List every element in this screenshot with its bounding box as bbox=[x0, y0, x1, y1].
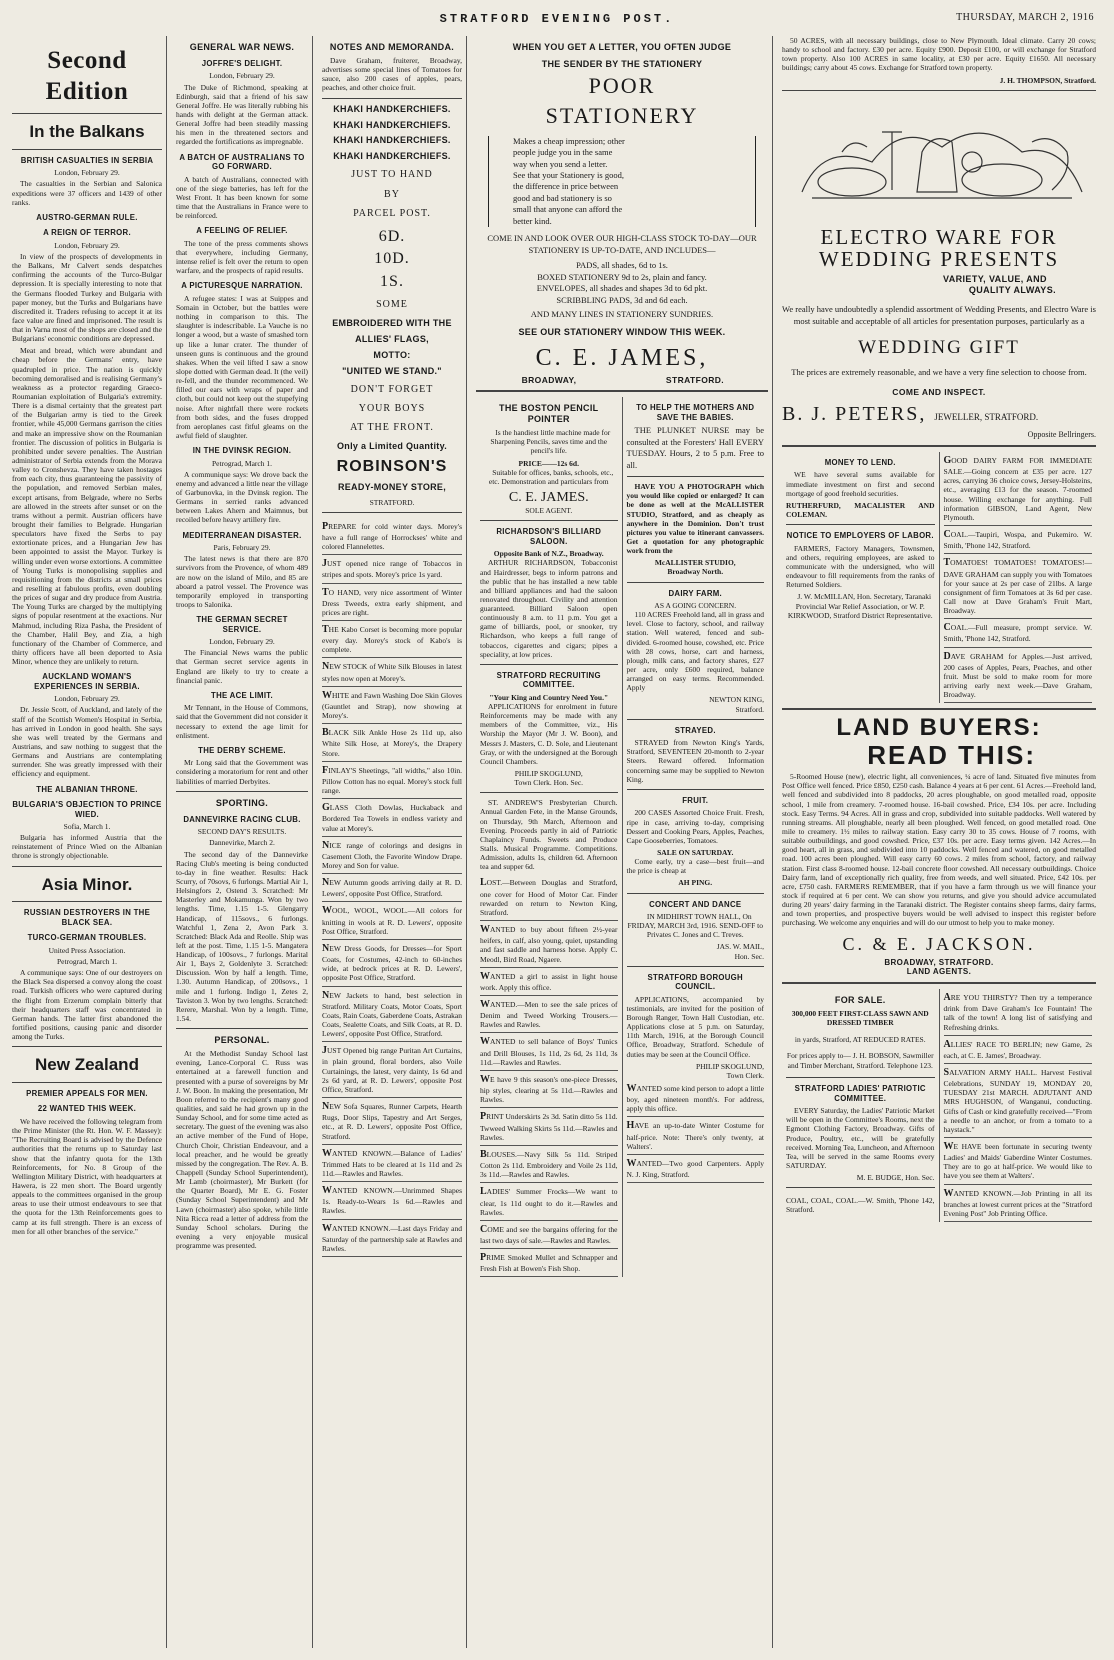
article-heading: THE ACE LIMIT. bbox=[211, 690, 273, 700]
ad-line: YOUR BOYS bbox=[358, 402, 426, 414]
column-1 bbox=[8, 36, 167, 1648]
ad-line: WHEN YOU GET A LETTER, YOU OFTEN JUDGE bbox=[512, 42, 732, 52]
article-heading: DAIRY FARM. bbox=[668, 588, 723, 598]
ad-title: POOR bbox=[588, 72, 656, 98]
article-body: A batch of Australians, connected with one of the siege batteries, has left for the West Front. It has been known for some time that the Australians in France were to be reinforced. bbox=[176, 174, 308, 221]
column-3 bbox=[318, 36, 467, 1648]
ad-body: THE PLUNKET NURSE may be consulted at the Foresters' Hall EVERY TUESDAY. Hours, 2 to 5 p.m. Free to all. bbox=[626, 425, 764, 470]
ad-body: Come early, try a case—best fruit—and the price is cheap at bbox=[626, 857, 764, 876]
signature: NEWTON KING, bbox=[709, 695, 764, 705]
article-heading: FRUIT. bbox=[682, 795, 709, 805]
divider bbox=[627, 893, 765, 894]
left-subcolumn bbox=[782, 989, 940, 1222]
left-subcolumn bbox=[782, 452, 940, 703]
ad-body: Is the handiest little machine made for Sharpening Pencils, saves time and the pencil's life. bbox=[490, 428, 611, 456]
right-subcolumn bbox=[940, 452, 1097, 703]
ad-line: PADS, all shades, 6d to 1s. bbox=[576, 260, 668, 271]
silverware-illustration bbox=[782, 102, 1096, 214]
ad-line: LAND AGENTS. bbox=[906, 967, 972, 977]
ad-line: the difference in price between bbox=[513, 181, 619, 192]
ad-body: Suitable for offices, banks, schools, etc., etc. Demonstration and particulars from bbox=[488, 467, 614, 486]
classified-ad: NEW Autumn goods arriving daily at R. D. Lewers', opposite Post Office, Stratford. bbox=[322, 874, 462, 902]
ad-body: STRAYED from Newton King's Yards, Stratford, SEVENTEEN 20-month to 2-year Steers. Reward offered. Information concerning same may be supplied to Newton King. bbox=[626, 738, 764, 784]
divider bbox=[12, 1082, 162, 1083]
section-heading-balkans: In the Balkans bbox=[29, 122, 145, 141]
signature: Hon. Sec. bbox=[734, 951, 764, 961]
article-body: A communique says: We drove back the enemy and advanced a little near the village of Garbunovka, in the Dvinsk region. The Germans in serried ranks advanced between Lakes Ahern and Maimnus, but recoiled before heavy artillery fire. bbox=[176, 469, 308, 525]
ad-line: COME AND INSPECT. bbox=[892, 387, 986, 398]
ad-line: COME IN AND LOOK OVER OUR HIGH-CLASS STOCK TO-DAY—OUR STATIONERY IS UP-TO-DATE, AND INCLUDES— bbox=[487, 233, 757, 255]
ad-line: BY bbox=[384, 188, 400, 200]
article-body: The Duke of Richmond, speaking at Edinburgh, said that a friend of his saw General Joffre. He was literally rubbing his hands with delight at the German attack. General Joffre had been steadily massing his men in the threatened sectors and regarded the fortifications as impregnable. bbox=[176, 82, 308, 147]
article-subheading: BULGARIA'S OBJECTION TO PRINCE WIED. bbox=[12, 800, 162, 819]
classified-ad: NEW Sofa Squares, Runner Carpets, Hearth Rugs, Door Slips, Tapestry and Art Serges, etc., at R. D. Lewers', opposite Post Office, Stratford. bbox=[322, 1098, 462, 1145]
classified-ad: WANTED a girl to assist in light house work. Apply this office. bbox=[480, 968, 618, 996]
ad-line: BROADWAY, STRATFORD. bbox=[884, 957, 994, 967]
article-heading: THE ALBANIAN THRONE. bbox=[36, 784, 138, 794]
ad-line: SOLE AGENT. bbox=[525, 506, 573, 516]
section-heading-asia-minor: Asia Minor. bbox=[41, 874, 133, 894]
article-heading: STRATFORD LADIES' PATRIOTIC COMMITTEE. bbox=[794, 1084, 926, 1103]
right-subcolumn bbox=[940, 989, 1097, 1222]
classified-ad: NEW Jackets to hand, best selection in Stratford. Military Coats, Motor Coats, Sport Coats, Rain Coats, Gaberdene Coats, Astrakan Coats, Sealette Coats, and Silk Coats, at R. D. Lewers', opposite Post Office, Stratford. bbox=[322, 987, 462, 1043]
article-body: Mr Tennant, in the House of Commons, said that the Government did not consider it necessary to extend the age limit for enlistment. bbox=[176, 703, 308, 740]
ad-body: WE have several sums available for immediate investment on first and second mortgage of good freehold securities. bbox=[786, 470, 935, 498]
dateline: London, February 29. bbox=[54, 694, 120, 704]
article-heading: AUCKLAND WOMAN'S EXPERIENCES IN SERBIA. bbox=[34, 672, 140, 691]
classified-ad: THE Kabo Corset is becoming more popular every day. Morey's stock of Kabo's is complete. bbox=[322, 621, 462, 658]
article-heading: MONEY TO LEND. bbox=[824, 457, 896, 467]
ad-framed-text bbox=[488, 136, 756, 228]
ad-line: good and bad stationery is so bbox=[513, 192, 612, 203]
newspaper-title: STRATFORD EVENING POST. bbox=[439, 12, 675, 26]
divider bbox=[627, 789, 765, 790]
dateline: Dannevirke, March 2. bbox=[209, 838, 275, 848]
dateline: Paris, February 29. bbox=[213, 543, 271, 553]
ad-line: people judge you in the same bbox=[513, 147, 613, 158]
divider bbox=[782, 90, 1096, 91]
ad-body: in yards, Stratford, AT REDUCED RATES. bbox=[794, 1034, 926, 1044]
ad-line: KHAKI HANDKERCHIEFS. bbox=[333, 103, 451, 114]
article-body: A communique says: One of our destroyers on the Black Sea dispersed a convoy along the coast road. Turkish officers who were captured during the flight from Erzerum complain bitterly that their headquarters staff was concentrated in German hands. The latter first abandoned the fortified positions, causing panic and disorder among the Turks. bbox=[12, 968, 162, 1042]
ad-body: HAVE YOU A PHOTOGRAPH which you would like copied or enlarged? It can be done as well at the McALLISTER STUDIO, Stratford, and as cheaply as anywhere in the Dominion. Don't trust pictures you value to itinerant canvassers. Get a quotation for any photographic work from the bbox=[626, 482, 764, 556]
classified-ad: COAL.—Full measure, prompt service. W. Smith, 'Phone 142, Stratford. bbox=[944, 619, 1093, 647]
article-heading: A PICTURESQUE NARRATION. bbox=[181, 281, 303, 291]
article-heading: BRITISH CASUALTIES IN SERBIA bbox=[20, 155, 154, 165]
left-subcolumn bbox=[476, 397, 623, 1277]
classified-ad: BLACK Silk Ankle Hose 2s 11d up, also White Silk Hose, at Morey's, the Drapery Store. bbox=[322, 724, 462, 761]
ad-line: AT THE FRONT. bbox=[350, 421, 434, 433]
masthead bbox=[0, 6, 1114, 30]
ad-address bbox=[476, 375, 768, 385]
classified-ad: WANTED some kind person to adopt a little boy, aged nineteen month's. For address, apply this office. bbox=[627, 1080, 765, 1117]
signature: PHILIP SKOGLUND, bbox=[695, 1061, 764, 1071]
ad-line: AND MANY LINES IN STATIONERY SUNDRIES. bbox=[530, 309, 714, 320]
ad-body: We really have undoubtedly a splendid assortment of Wedding Presents, and Electro Ware is most suitable and acceptable of all articles for presentation purposes, particularly as a bbox=[782, 304, 1096, 326]
ad-body: For prices apply to— J. H. BOBSON, Sawmiller and Timber Merchant, Stratford. Telephone 123. bbox=[786, 1051, 934, 1070]
divider bbox=[480, 792, 618, 793]
divider bbox=[480, 520, 618, 521]
classified-ad: WE HAVE been fortunate in securing twenty Ladies' and Maids' Gaberdine Winter Costumes. They are to go at half-price. We would like to have you see them at Walters'. bbox=[944, 1138, 1093, 1185]
article-body: The second day of the Dannevirke Racing Club's meeting is being conducted to-day in fine weather. Results: Hack Scurry, of 70sovs, 6 furlongs. Martial Air 1, Helsingfors 2, Ostend 3. Scratched: Mr Masterley and Mokamunga. Won by two lengths. Time, 1.15 1-5. Glengarry Handicap, of 115sovs., 6 furlongs. Watchful 1, Zena 2, Avon Park 3. Scratched: Black Ada and Reolle. Ship was left at the post. Time, 1.15 1-5. Mangatera Handicap, of 100sovs., 7 furlongs. Marital Air 1, Bays 2, Goldenlyte 3. Scratched: Discussion. Won by half a length. Time, 1.30. Autumn Handicap, of 200sovs., 1 mile and 1 furlong. Indigo 1, Zetes 2, Taviston 3. Won by two lengths. Scratched: Rerere, Marshal. Won by a length. Time, 1.54. bbox=[176, 849, 308, 1024]
ad-line bbox=[782, 274, 939, 285]
article-heading: A BATCH OF AUSTRALIANS TO GO FORWARD. bbox=[179, 152, 305, 172]
divider bbox=[627, 966, 765, 967]
classified-ad: PRINT Underskirts 2s 3d. Satin ditto 5s 11d. Twweed Walking Skirts 5s 11d.—Rawles and Rawles. bbox=[480, 1108, 618, 1145]
ad-line: SEE OUR STATIONERY WINDOW THIS WEEK. bbox=[518, 326, 726, 337]
divider bbox=[12, 866, 162, 867]
signature: Stratford. bbox=[735, 704, 764, 714]
classified-ad: FINLAY'S Sheetings, "all widths," also 10in. Pillow Cotton has no equal. Morey's stock full range. bbox=[322, 762, 462, 799]
classified-ad: JUST opened nice range of Tobaccos in stripes and spots. Morey's price 1s yard. bbox=[322, 555, 462, 583]
article-subheading: JOFFRE'S DELIGHT. bbox=[201, 58, 283, 68]
ad-line: 300,000 FEET FIRST-CLASS SAWN AND DRESSED TIMBER bbox=[791, 1009, 929, 1028]
classified-ads bbox=[480, 874, 618, 1277]
divider bbox=[12, 113, 162, 114]
article-heading: THE DERBY SCHEME. bbox=[198, 745, 286, 755]
divider bbox=[322, 98, 462, 99]
divider bbox=[786, 1077, 935, 1078]
divider bbox=[12, 901, 162, 902]
signature: J. H. THOMPSON, Stratford. bbox=[999, 75, 1096, 85]
divider bbox=[782, 982, 1096, 984]
article-heading: CONCERT AND DANCE bbox=[649, 899, 742, 909]
section-heading-new-zealand: New Zealand bbox=[35, 1055, 139, 1075]
article-heading: IN THE DVINSK REGION. bbox=[192, 446, 292, 456]
article-heading: MEDITERRANEAN DISASTER. bbox=[182, 530, 302, 540]
ad-line: Broadway North. bbox=[667, 567, 724, 577]
ad-line: Opposite Bellringers. bbox=[1027, 430, 1096, 440]
store-name: AH PING. bbox=[678, 878, 713, 888]
signature: Town Clerk. Hon. Sec. bbox=[514, 778, 584, 788]
article-subheading: A REIGN OF TERROR. bbox=[43, 228, 131, 238]
divider bbox=[627, 719, 765, 720]
classified-ad: WANTED KNOWN.—Last days Friday and Saturday of the partnership sale at Rawles and Rawles. bbox=[322, 1220, 462, 1257]
right-subcolumn bbox=[623, 397, 769, 1277]
signature: PHILIP SKOGLUND, bbox=[514, 769, 583, 779]
article-body: Mr Long said that the Government was considering a moratorium for rent and other liabilities of married Derbyites. bbox=[176, 758, 308, 786]
classified-ads bbox=[322, 518, 462, 1257]
ad-title: READ THIS: bbox=[867, 740, 1036, 771]
two-column-section bbox=[476, 397, 768, 1277]
ad-body: ARTHUR RICHARDSON, Tobacconist and Hairdresser, begs to inform patrons and the public that he has installed a new table and billiard appliances and had the saloon renovated throughout. Civility and attention guaranteed. Billiard Saloon open continuously 8 a.m. to 11 p.m. You get a game of billiards, pool, or snooker, try Richardson, who keeps a full range of tobaccos, cigarettes and cigars; pipes a speciality, at low prices. bbox=[480, 558, 618, 659]
article-subheading: AS A GOING CONCERN. bbox=[654, 601, 737, 610]
classified-ad: JUST Opened big range Puritan Art Curtains, in plain ground, floral borders, also Voile Curtainings, the latest, very dainty, 1s 6d and 2s 6d yard, at R. D. Lewers', opposite Post Office, Stratford. bbox=[322, 1042, 462, 1098]
article-heading: TO HELP THE MOTHERS AND SAVE THE BABIES. bbox=[636, 403, 755, 422]
article-heading: THE GERMAN SECRET SERVICE. bbox=[196, 615, 288, 634]
ad-line: See that your Stationery is good, bbox=[513, 170, 624, 180]
store-name: B. J. PETERS, bbox=[782, 402, 927, 425]
classified-ad: LOST.—Between Douglas and Stratford, one cover for Hood of Motor Car. Finder rewarded on return to Newton King, Stratford. bbox=[480, 874, 618, 921]
article-body: Dr. Jessie Scott, of Auckland, and lately of the staff of the Scottish Women's Hospital in Serbia, has arrived in London in good health. She says she was well treated by the Germans and Austrians, and saw nothing to suggest that the Germans and Austrians are contemplating surrender. She was greatly impressed with their efficiency and equipment. bbox=[12, 705, 162, 779]
ad-line: JEWELLER, STRATFORD. bbox=[934, 411, 1039, 422]
ad-line: EMBROIDERED WITH THE bbox=[332, 317, 452, 328]
divider bbox=[782, 445, 1096, 447]
article-heading: STRATFORD BOROUGH COUNCIL. bbox=[647, 972, 743, 992]
classified-ad: ALLIES' RACE TO BERLIN; new Game, 2s each, at C. E. James', Broadway. bbox=[944, 1036, 1093, 1064]
ad-body: The prices are extremely reasonable, and we have a very fine selection to choose from. bbox=[791, 367, 1087, 378]
ad-line: QUALITY ALWAYS. bbox=[968, 284, 1056, 295]
ad-line: ENVELOPES, all shades and shapes 3d to 6d pkt. bbox=[536, 283, 708, 294]
classified-ad: WANTED KNOWN.—Balance of Ladies' Trimmed Hats to be cleared at 1s 11d and 2s 11d.—Rawles and Rawles. bbox=[322, 1145, 462, 1182]
edition-heading: Second Edition bbox=[45, 47, 129, 105]
dateline: London, February 29. bbox=[54, 240, 120, 250]
classified-ad: BLOUSES.—Navy Silk 5s 11d. Striped Cotton 2s 11d. Embroidery and Voile 2s 11d, 3s 11d.—Rawles and Rawles. bbox=[480, 1146, 618, 1183]
divider bbox=[476, 390, 768, 392]
article-body: We have received the following telegram from the Prime Minister (the Rt. Hon. W. F. Massey): "The Recruiting Board is advised by the Defence authorities that the returns up to Saturday last show that the infantry quota for the 13th Reinforcements, for No. 8 Group of the Wellington Military District, with headquarters at Hawera, is 22 men short. The Board urgently appeals to the committees organised in the group areas to use their utmost endeavours to see that the quota for the 13th Reinforcements goes to camp at its full strength. There is an excess of men for all other branches of the service." bbox=[12, 1116, 162, 1236]
article-heading: STRATFORD RECRUITING COMMITTEE. bbox=[496, 670, 601, 690]
article-body: In view of the prospects of developments in the Balkans, Mr Calvert sends despatches confirming the accounts of the Turco-Bulgar depression. It is specially interesting to note that the Germans flooded Turkey and Bulgaria with paper money, but the Turks and Bulgarians have discredited it. Traders refusing to accept it at its face value are fined and imprisoned. The result is that in Varna most of the shops are closed and the Bulgarians' economic conditions are depressed. bbox=[12, 251, 162, 344]
classified-ad: WANTED to buy about fifteen 2½-year heifers, in calf, also young, quiet, upstanding and fast saddle and harness horse. Apply C. Meodl, Bird Road, Ngaere. bbox=[480, 921, 618, 968]
ad-body: IN MIDHIRST TOWN HALL, On FRIDAY, MARCH 3rd, 1916. SEND-OFF to Privates C. Jones and C. Treves. bbox=[627, 912, 763, 940]
ad-body: FARMERS, Factory Managers, Townsmen, and others, requiring employees, are asked to communicate with the undersigned, who will endeavour to fill requirements from the ranks of Returned Soldiers. bbox=[786, 543, 935, 590]
classified-ad: SALVATION ARMY HALL. Harvest Festival Celebrations, SUNDAY 19, MONDAY 20, TUESDAY 21st MARCH. ADJUTANT AND MRS HUGHSON, of Wanganui, conducting. Gifts of Cash or kind gratefully received—"From a needle to an anchor, or from a tomato to a haystack." bbox=[944, 1064, 1093, 1138]
article-heading: NOTICE TO EMPLOYERS OF LABOR. bbox=[786, 531, 934, 541]
dateline: London, February 29. bbox=[209, 71, 275, 81]
classified-ads bbox=[944, 989, 1093, 1222]
signature: M. E. BUDGE, Hon. Sec. bbox=[856, 1173, 935, 1183]
section-heading-personal: PERSONAL. bbox=[214, 1035, 270, 1046]
ad-title: LAND BUYERS: bbox=[836, 714, 1042, 742]
ad-line: READY-MONEY STORE, bbox=[337, 481, 447, 492]
article-body: A refugee states: I was at Suippes and Somain in October, but the battles were nothing in comparison to this. The slaughter is indescribable. La Vauche is no longer a wood, but a waste of smashed torn up like a lunar crater. The thunder of unseen guns is continuous and the ground shakes. When the veil lifted I saw a snow slope dotted with German dead. It (the veil) re-fell, and the thunder recommenced. We filled our ears with wraps of paper and cloth, but could not keep out the stupefying noise. After nightfall there were rockets from both sides, and the fuses dropped from aeroplanes cast fitful gleams on the awful field of slaughter. bbox=[176, 293, 308, 440]
article-heading: A FEELING OF RELIEF. bbox=[196, 226, 288, 236]
article-heading: DANNEVIRKE RACING CLUB. bbox=[183, 814, 301, 824]
article-body: The tone of the press comments shows that everywhere, including Germany, intense relief is felt over the return to open warfare, and the prospects of rapid results. bbox=[176, 238, 308, 276]
classified-ad: WHITE and Fawn Washing Doe Skin Gloves (Gauntlet and Strap), now showing at Morey's. bbox=[322, 687, 462, 724]
classified-ad: HAVE an up-to-date Winter Costume for half-price. Note: There's only twenty, at Walters'. bbox=[627, 1117, 765, 1154]
divider bbox=[322, 512, 462, 513]
divider bbox=[176, 791, 308, 792]
ad-line: ALLIES' FLAGS, bbox=[355, 333, 429, 344]
divider bbox=[12, 1046, 162, 1047]
classified-ad: WOOL, WOOL, WOOL.—All colors for knitting in wools at R. D. Lewers', opposite Post Office, Stratford. bbox=[322, 902, 462, 939]
divider bbox=[786, 1187, 935, 1188]
dateline: Sofia, March 1. bbox=[63, 822, 111, 832]
store-name: C. E. JAMES. bbox=[508, 490, 589, 505]
ad-line: way when you send a letter. bbox=[513, 158, 608, 169]
classified-ad: WANTED—Two good Carpenters. Apply N. J. King, Stratford. bbox=[627, 1155, 765, 1183]
classified-ad: WE have 9 this season's one-piece Dresses, hip styles, clearing at 5s 11d.—Rawles and Rawles. bbox=[480, 1071, 618, 1108]
ad-line: STRATFORD. bbox=[665, 374, 725, 385]
divider bbox=[12, 149, 162, 150]
article-heading: STRAYED. bbox=[674, 725, 716, 735]
article-heading: FOR SALE. bbox=[834, 995, 886, 1006]
article-heading: THE BOSTON PENCIL POINTER bbox=[499, 403, 599, 425]
dateline: London, February 29. bbox=[209, 637, 275, 647]
ad-price: 1S. bbox=[380, 273, 404, 290]
ad-line: BOXED STATIONERY 9d to 2s, plain and fancy. bbox=[537, 271, 707, 282]
ad-line: THE SENDER BY THE STATIONERY bbox=[541, 58, 703, 69]
article-body: At the Methodist Sunday School last evening, Lance-Corporal C. Russ was entertained at a farewell function and presented with a purse of sovereigns by Mr J. W. Boon. In making the presentation, Mr Boon referred to the recipient's many good qualities, and said he had grown up in the Sunday School, and for some time acted as secretary. The guest of the evening was also an active member of the Fund of Hope, Church Choir, Christian Endeavour, and a local preacher, and he would be greatly missed by the congregation. The Rev. A. B. Chappell (Sunday School Superintendent), Mr Lamb (choirmaster), Mr Burkett (for the Quarter Board), Mr E. G. Foster (Sunday School Superintendent) and Mr Lawn (choirmaster) also spoke, while little Nita Ricca read a letter of address from the Sunday School scholars. During the evening a very enjoyable musical programme was presented. bbox=[176, 1049, 308, 1251]
classified-ad: NEW STOCK of White Silk Blouses in latest styles now open at Morey's. bbox=[322, 658, 462, 686]
classified-ad: COME and see the bargains offering for the last two days of sale.—Rawles and Rawles. bbox=[480, 1221, 618, 1249]
classified-ad: ARE YOU THIRSTY? Then try a temperance drink from Dave Graham's Ice Fountain! The talk of the town! A long list of satisfying and Refreshing drinks. bbox=[944, 989, 1093, 1036]
ad-line: PARCEL POST. bbox=[353, 207, 431, 219]
ad-line: VARIETY, VALUE, AND bbox=[943, 273, 1047, 284]
classified-ads bbox=[944, 452, 1093, 703]
ad-line: "UNITED WE STAND." bbox=[342, 365, 442, 376]
ad-body: 200 CASES Assorted Choice Fruit. Fresh, ripe in case, arriving to-day, comprising Dessert and Cooking Pears, Apples, Peaches, Cape Gooseberries, Tomatoes. bbox=[626, 808, 764, 845]
signature: JAS. W. MAIL, bbox=[716, 942, 764, 952]
ad-line: DON'T FORGET bbox=[350, 383, 434, 395]
divider bbox=[627, 476, 765, 477]
dateline: Petrograd, March 1. bbox=[212, 458, 272, 468]
article-heading: PREMIER APPEALS FOR MEN. bbox=[26, 1088, 148, 1098]
classified-ad: PREPARE for cold winter days. Morey's have a full range of Horrockses' white and colored Flannelettes. bbox=[322, 518, 462, 555]
divider bbox=[627, 582, 765, 583]
ad-body: 50 ACRES, with all necessary buildings, close to New Plymouth. Ideal climate. Carry 20 cows; handy to school and factory. £30 per acre. Equity £900. Deposit £100, or will exchange for Stratford town property. Also 100 ACRES in same locality, at £30 per acre. Equity £1650. All necessary buildings; carry about 45 cows. Exchange for Stratford town property. bbox=[782, 36, 1096, 73]
store-name: ROBINSON'S bbox=[336, 458, 448, 476]
source-line: United Press Association. bbox=[48, 945, 126, 955]
article-heading: RUSSIAN DESTROYERS IN THE BLACK SEA. bbox=[23, 908, 151, 927]
ad-tagline bbox=[782, 274, 1096, 285]
ad-line: MOTTO: bbox=[373, 349, 411, 360]
classified-ad: COAL.—Taupiri, Wospa, and Pukemiro. W. Smith, 'Phone 142, Stratford. bbox=[944, 526, 1093, 554]
ad-line: better kind. bbox=[513, 215, 552, 226]
ad-line: Makes a cheap impression; other bbox=[513, 135, 625, 146]
classified-ad: WANTED to sell balance of Boys' Tunics and Drill Blouses, 1s 11d, 2s 6d, 2s 11d, 3s 11d.—Rawles and Rawles. bbox=[480, 1033, 618, 1070]
article-subheading: 22 WANTED THIS WEEK. bbox=[37, 1104, 137, 1114]
divider bbox=[782, 708, 1096, 710]
article-subheading: SECOND DAY'S RESULTS. bbox=[197, 827, 287, 837]
classified-ad: WANTED.—Men to see the sale prices of Denim and Tweed Working Trousers.—Rawles and Rawles. bbox=[480, 996, 618, 1033]
classified-ads bbox=[627, 1080, 765, 1183]
classified-ad: LADIES' Summer Frocks—We want to clear, 1s 11d ought to do it.—Rawles and Rawles. bbox=[480, 1183, 618, 1220]
article-body: The latest news is that there are 870 survivors from the Provence, of whom 489 are now on the island of Milo, and 85 are aboard a patrol vessel. The Provence was temporarily employed in transporting troops to Salonika. bbox=[176, 554, 308, 609]
article-body: The casualties in the Serbian and Salonica expeditions were 37 officers and 1439 of other ranks. bbox=[12, 179, 162, 207]
classified-ad: WANTED KNOWN.—Job Printing in all its branches at lowest current prices at the "Stratford Evening Post" Job Printing Office. bbox=[944, 1185, 1093, 1222]
signature: J. W. McMILLAN, Hon. Secretary, Taranaki Provincial War Relief Association, or W. P. KIRKWOOD, Stratford District Representative. bbox=[787, 592, 933, 620]
ad-title: STATIONERY bbox=[545, 102, 699, 128]
ad-line: KHAKI HANDKERCHIEFS. bbox=[333, 135, 451, 146]
column-4 bbox=[472, 36, 773, 1648]
ad-line: SCRIBBLING PADS, 3d and 6d each. bbox=[556, 294, 688, 305]
ad-line: small that anyone can afford the bbox=[513, 204, 623, 215]
ad-title: ELECTRO WARE FOR WEDDING PRESENTS bbox=[818, 224, 1060, 271]
classified-ad: GOOD DAIRY FARM FOR IMMEDIATE SALE.—Going concern at £35 per acre. 127 acres, carrying 36 choice cows, Jersey-Holsteins, etc., averaging £13 for the season. 7-roomed house. Willing exchange for anything. Full information GIBSON, Land Agent, New Plymouth. bbox=[944, 452, 1093, 526]
two-column-section bbox=[782, 452, 1096, 703]
article-heading: AUSTRO-GERMAN RULE. bbox=[36, 212, 138, 222]
ad-line: Only a Limited Quantity. bbox=[336, 441, 448, 452]
ad-body: 110 ACRES Freehold land, all in grass and level. Close to factory, school, and railway station. Well watered, fenced and sub-divided. 6-roomed house, cowshed, etc. Price with 28 cows, horse, cart and harness, plough, milk cans, and factory shares, £27 per acre, only £600 required, balance arranged on easy terms. Recommended. Apply bbox=[626, 610, 764, 693]
store-name: McALLISTER STUDIO, bbox=[654, 558, 736, 568]
ad-signature bbox=[782, 402, 1096, 426]
dateline: London, February 29. bbox=[54, 168, 120, 178]
ad-body: ST. ANDREW'S Presbyterian Church. Annual Garden Fete, in the Manse Grounds, on Thursday, 9th March, Afternoon and Evening. Proceeds partly in aid of Patriotic Chaplaincy Funds. Sweets and Produce Stalls. Musical Programme. Competitions. Admission, adults 1s, children 6d. Afternoon tea and supper 6d. bbox=[480, 798, 618, 872]
article-heading: GENERAL WAR NEWS. bbox=[189, 42, 295, 52]
article-body: Bulgaria has informed Austria that the reinstatement of Prince Wied on the Albanian throne is strongly objectionable. bbox=[12, 833, 162, 861]
ad-body: APPLICATIONS, accompanied by testimonials, are invited for the position of Borough Ranger, Town Hall Custodian, etc. Applications close at 5 p.m. on Saturday, 11th March, 1916, at the Borough Council Office, Broadway, Stratford. Schedule of duties may be seen at the Council Office. bbox=[626, 994, 764, 1059]
classified-ad: NEW Dress Goods, for Dresses—for Sport Coats, for Costumes, 42-inch to 60-inches wide, at bedrock prices at R. D. Lewers', opposite Post Office, Stratford. bbox=[322, 940, 462, 987]
signature: Town Clerk. bbox=[726, 1070, 764, 1080]
ad-line: Opposite Bank of N.Z., Broadway. bbox=[493, 549, 604, 559]
classified-ad: PRIME Smoked Mullet and Schnapper and Fresh Fish at Bowen's Fish Shop. bbox=[480, 1249, 618, 1277]
ad-line: "Your King and Country Need You." bbox=[489, 692, 609, 702]
ad-line: STRATFORD. bbox=[369, 497, 415, 507]
ad-line: SOME bbox=[376, 298, 408, 310]
ad-price: PRICE——12s 6d. bbox=[518, 458, 579, 468]
ad-line: SALE ON SATURDAY. bbox=[657, 847, 734, 857]
divider bbox=[786, 524, 935, 525]
advert-handkerchiefs bbox=[322, 104, 462, 507]
ad-title: WEDDING GIFT bbox=[858, 336, 1020, 358]
classified-ad: COAL, COAL, COAL.—W. Smith, 'Phone 142, Stratford. bbox=[786, 1195, 935, 1214]
ad-body: 5-Roomed House (new), electric light, all conveniences, ¼ acre of land. Situated five minutes from Post Office well fenced. Price £850, £250 cash. Balance 4 years at 6 per cent. 61 Acres.—Freehold land, well fenced and subdivided into 8 paddocks, 20 acres ploughable, on good metalled road, opposite school, 1 mile from creamery. 7-roomed house. 16-bail cowshed. Price, £34 10s. per acre. Including stock. Easy Terms. 94 Acres. All in grass and crop, subdivided into suitable paddocks. Well watered by running streams. All ploughable, nearly all been ploughed. Well fenced, on good metalled road. One mile to creamery. 1½ miles to railway station. Easy carry 30 to 35 cows. House of 7 rooms, with suitable outbuildings, and good cowshed. Price, £37 10s. per acre. Easy terms given. 142 Acres.—In good heart, all in grass, and subdivided into 10 paddocks. Well fenced and watered, on good metalled road. 100 acres been ploughed. Will easy carry 60 cows. 2 miles from school, factory, and railway station. First class 8-roomed house. 12-bail concrete floor cowshed. All necessary outbuildings. Choice Dairy farm, land of exceptionally rich quality, free from weeds, and well situated. Price, £42 10s. per acre, £750 cash. FARMERS REMEMBER, that if you have a farm through us we will finance your stock if required at 6 per cent. We can show you returns, and give you should advice accumulated during 20 years' dairy farming in the Taranaki district. The Register contains sheep farms, dairy farms, and town properties, and prospective buyers would be well advised to inspect this register before purchasing. We welcome any enquiries and will do our utmost to help you to make money. bbox=[782, 772, 1096, 928]
section-heading-sporting: SPORTING. bbox=[215, 797, 269, 808]
classified-ad: DAVE GRAHAM for Apples.—Just arrived, 200 cases of Apples, Pears, Peaches, and other fruit. Must be sold to make room for more arriving early next week.—Dave Graham, Broadway. bbox=[944, 648, 1093, 704]
issue-date: THURSDAY, MARCH 2, 1916 bbox=[956, 12, 1094, 23]
article-body: Meat and bread, which were abundant and cheap before the Germans' entry, have quadrupled in price. The nation is quickly becoming demoralised and is realising Germany's weakness as a protector regarding Graeco-Roumanian exploitation of Bulgaria's extremity. There is a dismal certainty that the greatest part of the Bulgarian army is tied to the Greek frontier, while 45,000 Germans garrison the cities and make an impressive show on the Roumanian frontier. The discussion of politics in Bulgaria is prohibited under severe penalties. The Austrian administrator of Serbia extends from the Morava valley to Cronshevza. They have taken hostages from each city, thus guaranteeing the passivity of the population, and removed Serbian males, except artisans, from Belgrade, where no Serbs are allowed in the streets after sunset or on the trams without a permit. Austrian officers have brought their families to Belgrade. Hungarian speculators have fixed the Serbs to pay extortionate prices, and a Hungarian Jew has been appointed to assist the Mayor. Turkey is willing under even worse extortions. A committee of Young Turks is monopolising supplies and requisitioning from the districts at small prices and reselling at fabulous profits, even doubling the prices of sugar and dry produce from Austria. The Young Turks are charged by the multiplying signs of popular resentment at the exactions. Nur Mahmud, including Riza Pasha, the President of the Chamber, Halil Bey, and Zia, a high functionary of the Chamber of Commerce, and thirty officers have all been deported to Asia Minor, whence they are unlikely to return. bbox=[12, 346, 162, 667]
divider bbox=[480, 664, 618, 665]
ad-line: KHAKI HANDKERCHIEFS. bbox=[333, 119, 451, 130]
ad-body: EVERY Saturday, the Ladies' Patriotic Market will be open in the Committee's Rooms, next the Egmont Clothing Factory, Broadway. Gifts of Produce, Poultry, etc., will be gratefully received. Morning Tea, Luncheon, and Afternoon Tea, will be served in the same Rooms every SATURDAY. bbox=[786, 1106, 935, 1171]
article-heading: NOTES AND MEMORANDA. bbox=[329, 42, 455, 52]
column-2 bbox=[172, 36, 313, 1648]
store-name: C. E. JAMES, bbox=[535, 344, 709, 371]
classified-ad: TOMATOES! TOMATOES! TOMATOES!—DAVE GRAHAM can supply you with Tomatoes for your sauce at 2s per case of 21lbs. A large consignment of firm Tomatoes at 3s 6d per case. Call now at Dave Graham's Fruit Mart, Broadway. bbox=[944, 554, 1093, 619]
ad-line: KHAKI HANDKERCHIEFS. bbox=[333, 151, 451, 162]
dateline: Petrograd, March 1. bbox=[57, 956, 117, 966]
ad-price: 6D. bbox=[378, 227, 406, 245]
divider bbox=[176, 1028, 308, 1029]
article-body: The Financial News warns the public that German secret service agents in England are likely to try to create a financial panic. bbox=[176, 648, 308, 685]
classified-ad: NICE range of colorings and designs in Casement Cloth, the Favorite Window Drape. Morey and Son for value. bbox=[322, 837, 462, 874]
store-name: C. & E. JACKSON. bbox=[842, 933, 1036, 954]
advert-stationery bbox=[476, 42, 768, 385]
article-heading: RICHARDSON'S BILLIARD SALOON. bbox=[496, 527, 602, 546]
ad-line: BROADWAY, bbox=[521, 374, 577, 385]
classified-ad: TO HAND, very nice assortment of Winter Dress Tweeds, extra early shipment, and prices are right. bbox=[322, 584, 462, 621]
column-5 bbox=[778, 36, 1100, 1648]
two-column-section bbox=[782, 989, 1096, 1222]
ad-body: APPLICATIONS for enrolment in future Reinforcements may be made with any members of the Committee, viz., His Worship the Mayor (Mr J. W. Boon), and Messrs J. Masters, C. D. Sole, and Lieutenant Gray, or with the undersigned at the Borough Council Chambers. bbox=[480, 702, 618, 766]
ad-line: JUST TO HAND bbox=[351, 169, 433, 181]
ad-price: 10D. bbox=[374, 250, 410, 268]
article-body: Dave Graham, fruiterer, Broadway, advertises some special lines of Tomatoes for sauce, also 200 cases of apples, pears, peaches, and other choice fruit. bbox=[322, 55, 462, 93]
classified-ad: WANTED KNOWN.—Unrimmed Shapes 1s. Ready-to-Wears 1s 6d.—Rawles and Rawles. bbox=[322, 1182, 462, 1219]
signature: RUTHERFURD, MACALISTER AND COLEMAN. bbox=[786, 500, 935, 520]
classified-ad: GLASS Cloth Dowlas, Huckaback and Bordered Tea Towels in endless variety and value at Morey's. bbox=[322, 799, 462, 836]
article-subheading: TURCO-GERMAN TROUBLES. bbox=[27, 933, 147, 943]
